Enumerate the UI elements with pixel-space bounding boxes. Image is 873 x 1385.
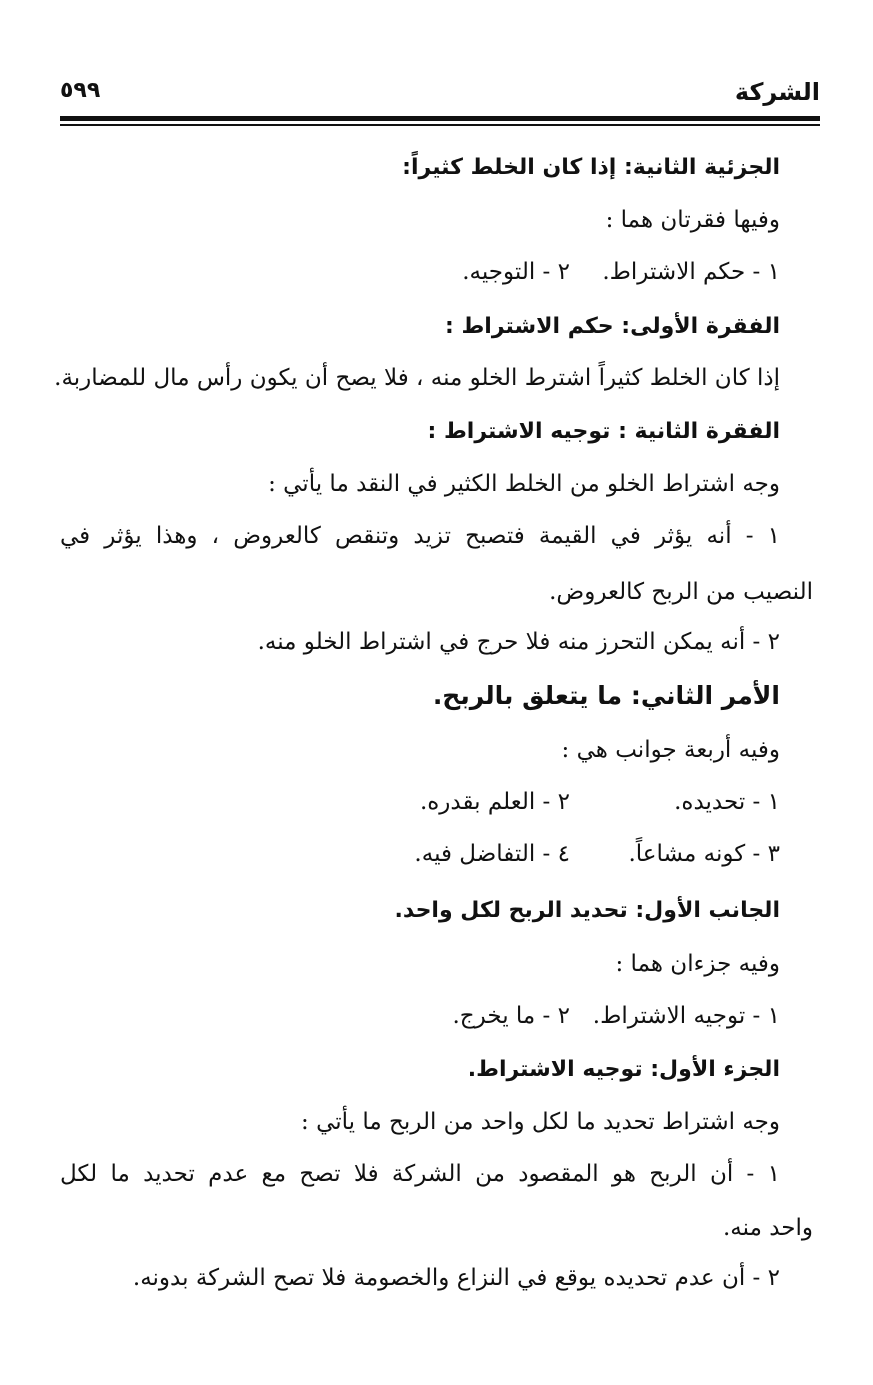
- section-heading: الأمر الثاني: ما يتعلق بالربح.: [432, 681, 780, 710]
- header-rule-thick: [60, 116, 820, 121]
- subsection-heading: الجانب الأول: تحديد الربح لكل واحد.: [394, 898, 780, 923]
- paragraph-line: ٢ - أنه يمكن التحرز منه فلا حرج في اشتراط الخلو منه.: [257, 629, 780, 655]
- list-item: ١ - تحديده.: [674, 789, 780, 815]
- list-item: ١ - توجيه الاشتراط.: [592, 1003, 780, 1029]
- paragraph-line: وفيه جزءان هما :: [615, 951, 780, 977]
- paragraph-line: إذا كان الخلط كثيراً اشترط الخلو منه ، فلا يصح أن يكون رأس مال للمضاربة.: [54, 365, 780, 391]
- paragraph-heading: الفقرة الثانية : توجيه الاشتراط :: [427, 419, 780, 444]
- header-rule-thin: [60, 124, 820, 126]
- subsection-heading: الجزئية الثانية: إذا كان الخلط كثيراً:: [402, 155, 780, 180]
- running-title: الشركة: [734, 78, 820, 106]
- paragraph-line: ١ - أنه يؤثر في القيمة فتصبح تزيد وتنقص كالعروض ، وهذا يؤثر في: [60, 523, 780, 549]
- page-header: [60, 72, 820, 120]
- paragraph-line: وجه اشتراط تحديد ما لكل واحد من الربح ما يأتي :: [301, 1109, 780, 1135]
- paragraph-line: وجه اشتراط الخلو من الخلط الكثير في النقد ما يأتي :: [268, 471, 780, 497]
- paragraph-line: وفيها فقرتان هما :: [605, 207, 780, 233]
- two-column-list: [220, 256, 780, 288]
- list-item: ٢ - التوجيه.: [462, 259, 570, 285]
- list-item: ٢ - ما يخرج.: [452, 1003, 570, 1029]
- two-column-list: [220, 786, 780, 818]
- page-number: ٥٩٩: [60, 78, 101, 103]
- paragraph-line: النصيب من الربح كالعروض.: [549, 579, 813, 605]
- list-item: ٣ - كونه مشاعاً.: [628, 841, 780, 867]
- paragraph-line: وفيه أربعة جوانب هي :: [561, 737, 780, 763]
- two-column-list: [220, 838, 780, 870]
- list-item: ١ - حكم الاشتراط.: [602, 259, 780, 285]
- list-item: ٤ - التفاضل فيه.: [414, 841, 570, 867]
- paragraph-heading: الجزء الأول: توجيه الاشتراط.: [467, 1057, 780, 1082]
- paragraph-heading: الفقرة الأولى: حكم الاشتراط :: [444, 314, 780, 339]
- two-column-list: [220, 1000, 780, 1032]
- paragraph-line: ١ - أن الربح هو المقصود من الشركة فلا تصح مع عدم تحديد ما لكل: [60, 1161, 780, 1187]
- paragraph-line: واحد منه.: [722, 1215, 813, 1241]
- list-item: ٢ - العلم بقدره.: [419, 789, 570, 815]
- paragraph-line: ٢ - أن عدم تحديده يوقع في النزاع والخصومة فلا تصح الشركة بدونه.: [132, 1265, 780, 1291]
